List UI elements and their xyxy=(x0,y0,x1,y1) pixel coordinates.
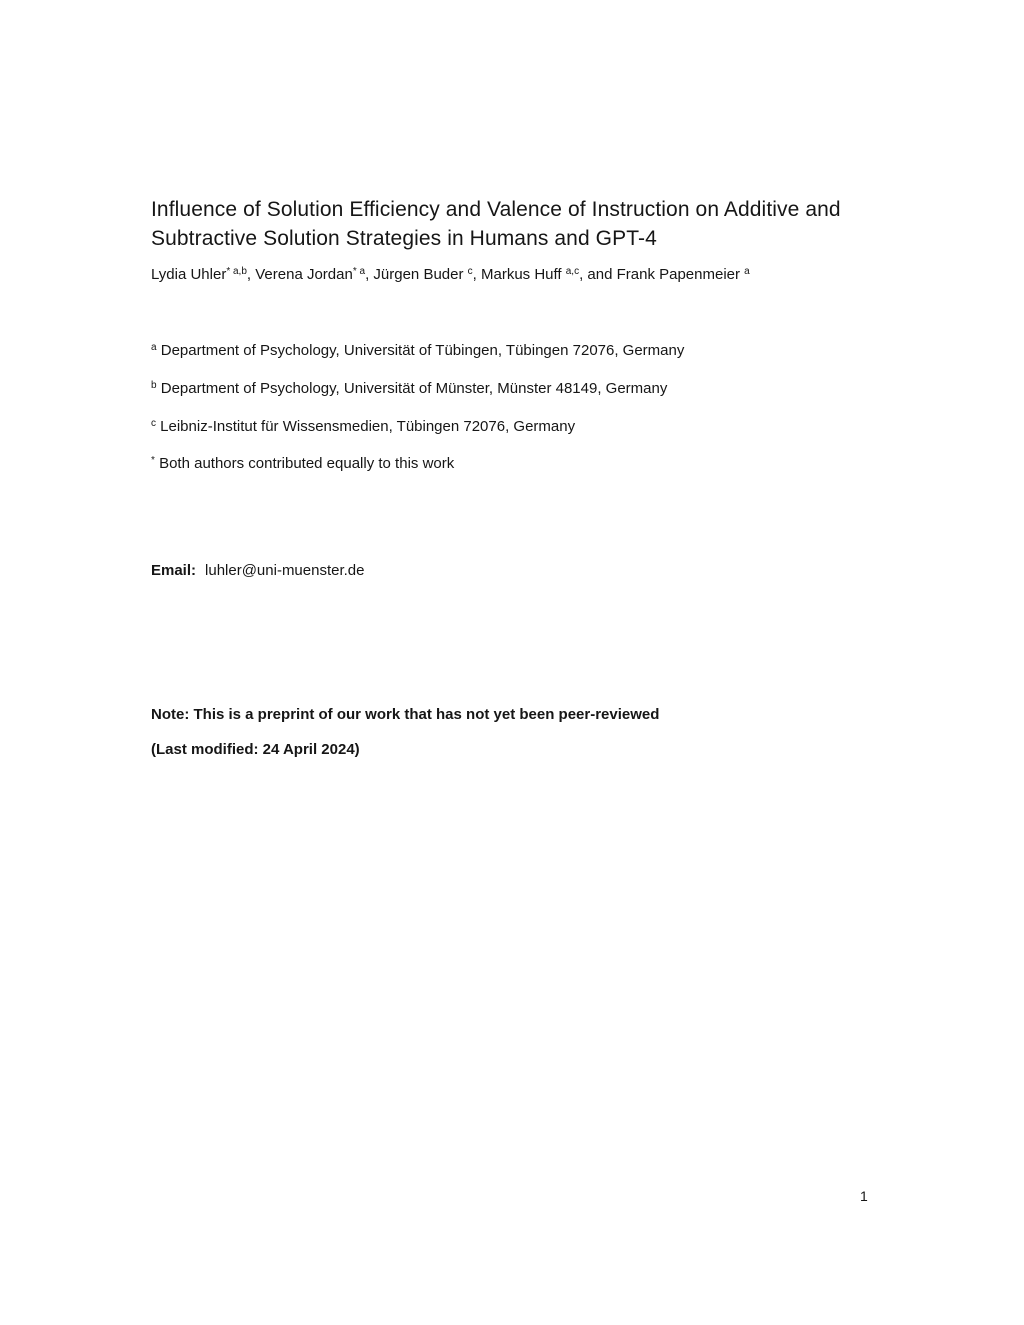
email-label: Email: xyxy=(151,562,197,579)
author-separator: , xyxy=(365,266,374,283)
preprint-note: Note: This is a preprint of our work that has not yet been peer-reviewed xyxy=(151,706,660,723)
page-number: 1 xyxy=(860,1188,868,1204)
author-affiliation-marker: * a xyxy=(352,266,366,277)
author-name: Jürgen Buder xyxy=(373,266,468,283)
equal-contribution-note xyxy=(151,454,891,474)
author-name: Lydia Uhler xyxy=(151,266,227,283)
affiliation-text: Department of Psychology, Universität of Tübingen, Tübingen 72076, Germany xyxy=(156,342,685,359)
affiliation-b xyxy=(151,379,891,399)
last-modified-note: (Last modified: 24 April 2024) xyxy=(151,741,360,758)
equal-contribution-marker: * xyxy=(151,455,155,466)
email-line xyxy=(151,561,891,581)
affiliation-text: Leibniz-Institut für Wissensmedien, Tübingen 72076, Germany xyxy=(156,418,576,435)
affiliation-marker: c xyxy=(151,418,156,429)
affiliation-marker: a xyxy=(151,342,157,353)
author-affiliation-marker: c xyxy=(467,266,473,277)
paper-title: Influence of Solution Efficiency and Valence of Instruction on Additive and Subtractive Solution Strategies in Humans and GPT-4 xyxy=(151,198,841,250)
author-byline xyxy=(151,265,891,285)
affiliation-text: Department of Psychology, Universität of Münster, Münster 48149, Germany xyxy=(156,380,668,397)
author-name: Markus Huff xyxy=(480,266,566,283)
author-affiliation-marker: a xyxy=(744,266,750,277)
author-name: Frank Papenmeier xyxy=(616,266,745,283)
affiliation-a xyxy=(151,341,891,361)
author-affiliation-marker: * a,b xyxy=(226,266,247,277)
affiliation-c xyxy=(151,417,891,437)
author-separator: , xyxy=(472,266,481,283)
author-separator: , xyxy=(246,266,256,283)
author-separator: , and xyxy=(579,266,617,283)
author-name: Verena Jordan xyxy=(255,266,353,283)
affiliation-marker: b xyxy=(151,380,157,391)
email-address: luhler@uni-muenster.de xyxy=(205,562,365,579)
author-affiliation-marker: a,c xyxy=(565,266,580,277)
equal-contribution-text: Both authors contributed equally to this work xyxy=(154,455,455,472)
